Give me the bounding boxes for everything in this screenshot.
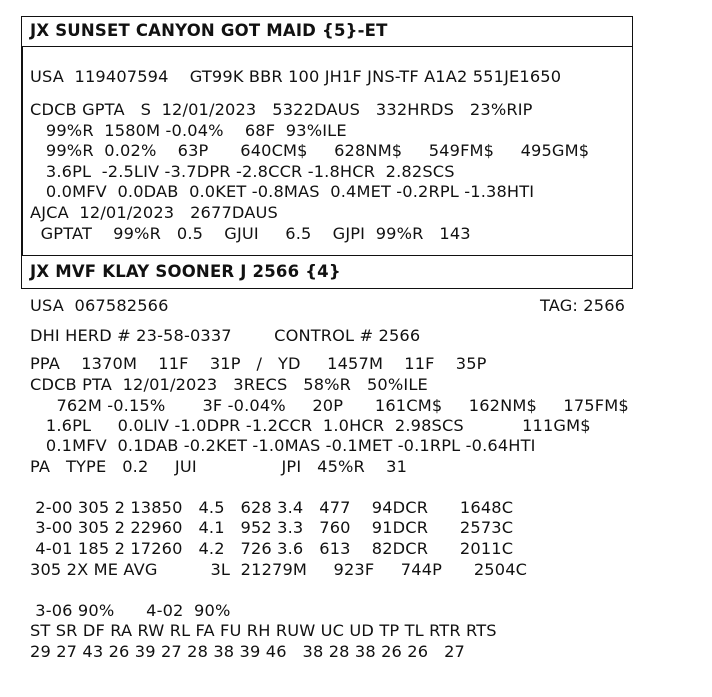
record2-fitness-line: 0.1MFV 0.1DAB -0.2KET -1.0MAS -0.1MET -0.1RPL -0.64HTI <box>30 436 536 455</box>
record1-header: JX SUNSET CANYON GOT MAID {5}-ET <box>30 21 388 40</box>
record2-tag: TAG: 2566 <box>540 296 626 315</box>
record1-merit-line: 99%R 0.02% 63P 640CM$ 628NM$ 549FM$ 495GM$ <box>30 141 590 160</box>
record2-cdcb-line: CDCB PTA 12/01/2023 3RECS 58%R 50%ILE <box>30 375 428 394</box>
record1-health-line: 3.6PL -2.5LIV -3.7DPR -2.8CCR -1.8HCR 2.82SCS <box>30 162 455 181</box>
record2-id-line: USA 067582566 <box>30 296 169 315</box>
record1-gptat-line: GPTAT 99%R 0.5 GJUI 6.5 GJPI 99%R 143 <box>30 224 471 243</box>
record1-left-border <box>21 46 23 256</box>
classification-line: 3-06 90% 4-02 90% <box>30 601 231 620</box>
record2-type-line: PA TYPE 0.2 JUI JPI 45%R 31 <box>30 457 408 476</box>
record2-herd-line: DHI HERD # 23-58-0337 CONTROL # 2566 <box>30 326 421 345</box>
record1-reliability-line: 99%R 1580M -0.04% 68F 93%ILE <box>30 121 347 140</box>
record1-ajca-line: AJCA 12/01/2023 2677DAUS <box>30 203 278 222</box>
record2-ppa-line: PPA 1370M 11F 31P / YD 1457M 11F 35P <box>30 354 487 373</box>
record1-fitness-line: 0.0MFV 0.0DAB 0.0KET -0.8MAS 0.4MET -0.2RPL -1.38HTI <box>30 182 535 201</box>
record1-cdcb-line: CDCB GPTA S 12/01/2023 5322DAUS 332HRDS 23%RIP <box>30 100 533 119</box>
record1-id-line: USA 119407594 GT99K BBR 100 JH1F JNS-TF A1A2 551JE1650 <box>30 67 562 86</box>
lactation-row: 2-00 305 2 13850 4.5 628 3.4 477 94DCR 1648C <box>30 498 514 517</box>
lactation-row: 4-01 185 2 17260 4.2 726 3.6 613 82DCR 2011C <box>30 539 514 558</box>
record1-right-border <box>632 46 634 256</box>
lactation-row: 3-00 305 2 22960 4.1 952 3.3 760 91DCR 2573C <box>30 518 514 537</box>
record2-header: JX MVF KLAY SOONER J 2566 {4} <box>30 262 341 281</box>
lactation-average-row: 305 2X ME AVG 3L 21279M 923F 744P 2504C <box>30 560 528 579</box>
linear-traits-values: 29 27 43 26 39 27 28 38 39 46 38 28 38 26 26 27 <box>30 642 465 661</box>
record2-merit-line: 762M -0.15% 3F -0.04% 20P 161CM$ 162NM$ 175FM$ <box>30 396 629 415</box>
linear-traits-header: ST SR DF RA RW RL FA FU RH RUW UC UD TP TL RTR RTS <box>30 621 497 640</box>
record2-health-line: 1.6PL 0.0LIV -1.0DPR -1.2CCR 1.0HCR 2.98SCS 111GM$ <box>30 416 591 435</box>
